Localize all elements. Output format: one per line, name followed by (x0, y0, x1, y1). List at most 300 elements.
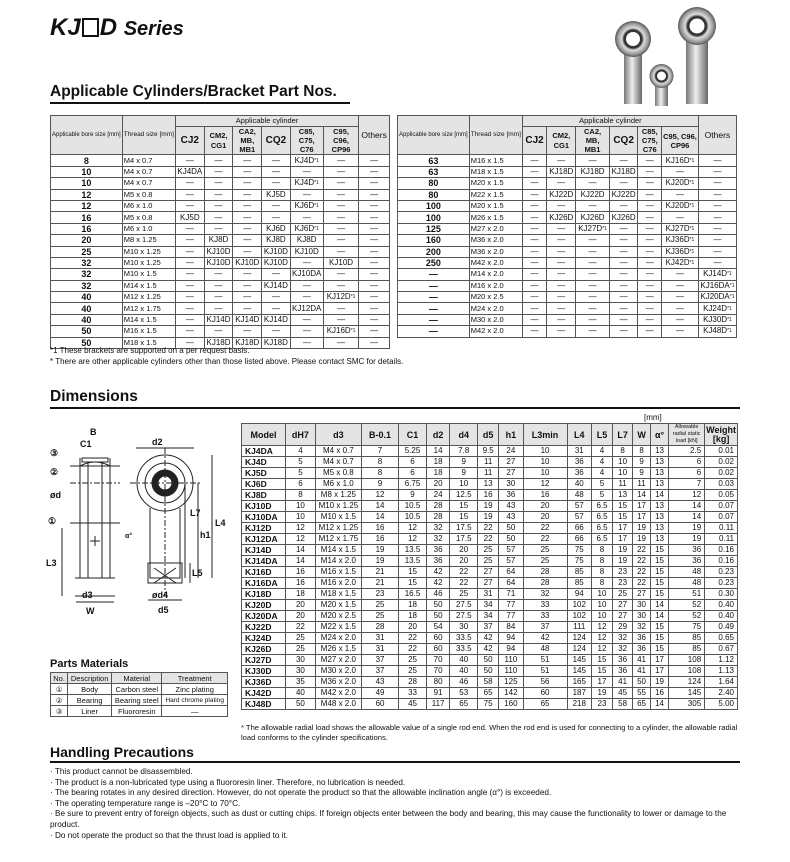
bracket-cell: — (609, 155, 638, 166)
handling-item: · Be sure to prevent entry of foreign objects, such as dust or cutting chips. If foreign objects enter between the body and bearing, this may cause the functionality to lower or damage to the product. (50, 809, 727, 829)
bracket-cell: — (233, 326, 262, 337)
parts-header-cell: No. (51, 673, 68, 684)
dim-value-cell: 20 (286, 600, 316, 611)
bracket-cell: $KJ4D^{*1}$ (290, 178, 323, 189)
thread-size-cell: M10 x 1.25 (122, 257, 175, 268)
dim-value-cell: 15 (650, 567, 668, 578)
thread-size-cell: M4 x 0.7 (122, 155, 175, 166)
dim-value-cell: 17 (650, 655, 668, 666)
model-cell: KJ42D (242, 688, 286, 699)
dim-value-cell: 12 (286, 523, 316, 534)
dim-value-cell: 25 (450, 589, 478, 600)
drawing-label: L3 (46, 558, 57, 568)
dim-value-cell: 40 (450, 655, 478, 666)
dim-value-cell: 16 (286, 567, 316, 578)
dim-value-cell: 21 (361, 567, 398, 578)
bore-size-cell: — (398, 280, 470, 291)
dim-value-cell: 22 (478, 534, 499, 545)
bracket-cell: — (175, 314, 204, 325)
dim-value-cell: 43 (361, 677, 398, 688)
dim-value-cell: 145 (669, 688, 705, 699)
dim-value-cell: 36 (567, 468, 591, 479)
dim-value-cell: 108 (669, 655, 705, 666)
bracket-cell: — (359, 223, 390, 234)
table-row (242, 611, 738, 622)
thread-size-cell: M18 x 1.5 (122, 337, 175, 348)
dim-value-cell: 11 (633, 479, 651, 490)
dim-value-cell: 16 (523, 490, 567, 501)
bracket-cell: — (175, 235, 204, 246)
dim-value-cell: 0.07 (705, 512, 738, 523)
dim-value-cell: 16 (286, 578, 316, 589)
bracket-cell: — (576, 269, 609, 280)
header-col: CQ2 (609, 127, 638, 155)
dim-value-cell: 0.16 (705, 545, 738, 556)
dim-value-cell: 19 (669, 534, 705, 545)
table-row (398, 200, 737, 211)
dim-value-cell: 71 (499, 589, 523, 600)
bracket-cell: — (233, 189, 262, 200)
bracket-cell: — (547, 280, 576, 291)
dim-value-cell: 16.5 (399, 589, 427, 600)
table-row (242, 688, 738, 699)
handling-item: · This product cannot be disassembled. (50, 767, 193, 776)
applicable-note-2: * There are other applicable cylinders other than those listed above. Please contact SMC for details. (50, 357, 404, 366)
dim-value-cell: 10 (591, 600, 612, 611)
dim-value-cell: M48 x 2.0 (315, 699, 361, 710)
bracket-cell: — (698, 212, 736, 223)
dim-value-cell: 52 (669, 611, 705, 622)
dim-value-cell: 65 (450, 699, 478, 710)
model-cell: KJ10D (242, 501, 286, 512)
dim-value-cell: 50 (426, 611, 450, 622)
thread-size-cell: M36 x 2.0 (469, 235, 522, 246)
dim-value-cell: 43 (499, 501, 523, 512)
table-row (242, 545, 738, 556)
bracket-cell: — (547, 246, 576, 257)
bracket-cell: — (323, 212, 358, 223)
dim-value-cell: 19 (650, 677, 668, 688)
dim-value-cell: 19 (478, 512, 499, 523)
model-cell: KJ26D (242, 644, 286, 655)
bracket-cell: — (290, 189, 323, 200)
dimensions-note: * The allowable radial load shows the allowable value of a single rod end. When the rod end is used for connecting to a cylinder, the allowable radial load conforms to the cylinder specifications. (241, 723, 738, 742)
bore-size-cell: 32 (51, 280, 123, 291)
bore-size-cell: 10 (51, 166, 123, 177)
dim-value-cell: 50 (426, 600, 450, 611)
table-row (398, 178, 737, 189)
bracket-cell: — (290, 337, 323, 348)
dim-value-cell: 57 (499, 556, 523, 567)
table-row (242, 666, 738, 677)
dim-value-cell: 9 (399, 490, 427, 501)
bracket-cell: — (638, 212, 662, 223)
bore-size-cell: 63 (398, 166, 470, 177)
dim-value-cell: 43 (499, 512, 523, 523)
bracket-cell: — (547, 314, 576, 325)
dim-value-cell: 17 (633, 501, 651, 512)
bracket-cell: — (175, 178, 204, 189)
dim-value-cell: 218 (567, 699, 591, 710)
table-row (398, 326, 737, 337)
parts-materials-table (50, 672, 228, 717)
dim-value-cell: 77 (499, 611, 523, 622)
bracket-cell: — (204, 223, 233, 234)
bracket-cell: — (576, 326, 609, 337)
dim-value-cell: 42 (478, 644, 499, 655)
table-row (242, 589, 738, 600)
dim-value-cell: 21 (361, 578, 398, 589)
table-row (51, 684, 228, 695)
dim-value-cell: 0.05 (705, 490, 738, 501)
dim-value-cell: M24 x 2.0 (315, 633, 361, 644)
dim-value-cell: 6 (399, 457, 427, 468)
bracket-cell: KJ14D (262, 280, 290, 291)
dim-value-cell: 24 (426, 490, 450, 501)
thread-size-cell: M12 x 1.25 (122, 292, 175, 303)
dim-value-cell: 45 (399, 699, 427, 710)
dim-value-cell: 8 (613, 446, 633, 457)
dim-value-cell: 12 (591, 644, 612, 655)
table-row (398, 292, 737, 303)
bracket-cell: KJ10D (323, 257, 358, 268)
bore-size-cell: 8 (51, 155, 123, 166)
bracket-cell: — (323, 269, 358, 280)
dim-header-cell: L3min (523, 424, 567, 446)
bracket-cell: — (576, 200, 609, 211)
dim-value-cell: M5 x 0.8 (315, 468, 361, 479)
dim-value-cell: 15 (650, 633, 668, 644)
table-row (51, 223, 390, 234)
dim-value-cell: 41 (633, 655, 651, 666)
dim-value-cell: 75 (567, 556, 591, 567)
dim-value-cell: 19 (669, 523, 705, 534)
dim-value-cell: 2.40 (705, 688, 738, 699)
bracket-cell: KJ26D (547, 212, 576, 223)
bore-size-cell: 32 (51, 257, 123, 268)
thread-size-cell: M36 x 2.0 (469, 246, 522, 257)
dim-value-cell: 5 (286, 457, 316, 468)
bore-size-cell: 160 (398, 235, 470, 246)
dim-header-cell: d3 (315, 424, 361, 446)
dim-value-cell: 30 (450, 622, 478, 633)
dim-value-cell: 18 (286, 589, 316, 600)
parts-cell: Bearing steel (112, 695, 162, 706)
dim-value-cell: 65 (633, 699, 651, 710)
table-row (398, 223, 737, 234)
table-row (51, 212, 390, 223)
model-cell: KJ12D (242, 523, 286, 534)
dim-value-cell: 50 (478, 655, 499, 666)
dim-value-cell: 46 (450, 677, 478, 688)
thread-size-cell: M6 x 1.0 (122, 200, 175, 211)
dim-value-cell: 17.5 (450, 534, 478, 545)
handling-item: · The bearing rotates in any desired direction. However, do not operate the product so that the allowable inclination angle (α°) is exceeded. (50, 788, 552, 798)
bracket-cell: — (323, 166, 358, 177)
dim-value-cell: M26 x 1.5 (315, 644, 361, 655)
bracket-cell: — (662, 212, 699, 223)
bracket-cell: $KJ6D^{*1}$ (290, 200, 323, 211)
dim-value-cell: 13 (650, 479, 668, 490)
dim-value-cell: 25 (361, 600, 398, 611)
dim-value-cell: 94 (567, 589, 591, 600)
header-col: C85, C75, C76 (638, 127, 662, 155)
dim-value-cell: 28 (523, 567, 567, 578)
bracket-cell: — (662, 189, 699, 200)
header-col: CJ2 (175, 127, 204, 155)
bracket-cell: KJ22D (609, 189, 638, 200)
series-title: KJ D Series (50, 14, 184, 41)
bracket-cell: — (262, 155, 290, 166)
dim-value-cell: 66 (567, 523, 591, 534)
dim-value-cell: 10 (613, 468, 633, 479)
header-col: C95, C96, CP96 (662, 127, 699, 155)
dim-value-cell: 22 (633, 556, 651, 567)
bracket-cell: — (175, 303, 204, 314)
drawing-label: h1 (200, 530, 211, 540)
dim-value-cell: 27 (633, 589, 651, 600)
bracket-cell: — (609, 280, 638, 291)
header-col: CA2, MB, MB1 (233, 127, 262, 155)
bracket-cell: — (638, 178, 662, 189)
table-row (51, 326, 390, 337)
dim-value-cell: M10 x 1.25 (315, 501, 361, 512)
table-row (242, 633, 738, 644)
table-row (242, 523, 738, 534)
bracket-cell: — (522, 223, 546, 234)
thread-size-cell: M14 x 1.5 (122, 280, 175, 291)
header-col: C95, C96, CP96 (323, 127, 358, 155)
bracket-cell: — (698, 189, 736, 200)
bracket-cell: — (233, 246, 262, 257)
bracket-cell: KJ14D (204, 314, 233, 325)
bracket-cell: — (638, 292, 662, 303)
dim-value-cell: 32 (633, 622, 651, 633)
dim-value-cell: M12 x 1.25 (315, 523, 361, 534)
thread-size-cell: M8 x 1.25 (122, 235, 175, 246)
dim-value-cell: 22 (399, 633, 427, 644)
dim-value-cell: 8 (591, 578, 612, 589)
dim-value-cell: 33 (523, 600, 567, 611)
table-row (242, 556, 738, 567)
dim-header-cell: L7 (613, 424, 633, 446)
dim-value-cell: 0.65 (705, 633, 738, 644)
header-col: CM2, CG1 (547, 127, 576, 155)
bracket-cell: — (290, 166, 323, 177)
bracket-cell: — (359, 303, 390, 314)
bracket-cell: — (638, 166, 662, 177)
thread-size-cell: M20 x 2.5 (469, 292, 522, 303)
dim-value-cell: 42 (523, 633, 567, 644)
bore-size-cell: 100 (398, 212, 470, 223)
dim-value-cell: 25 (399, 655, 427, 666)
dim-value-cell: 4 (286, 446, 316, 457)
dim-value-cell: 27 (613, 611, 633, 622)
dim-value-cell: 110 (499, 655, 523, 666)
dim-value-cell: 22 (450, 567, 478, 578)
bracket-cell: — (359, 189, 390, 200)
bracket-cell: — (262, 200, 290, 211)
bracket-cell: — (522, 166, 546, 177)
dim-value-cell: 0.16 (705, 556, 738, 567)
dim-value-cell: 11 (478, 468, 499, 479)
dim-value-cell: 102 (567, 600, 591, 611)
dim-value-cell: 6 (399, 468, 427, 479)
table-row (398, 246, 737, 257)
bracket-cell: — (698, 223, 736, 234)
dim-value-cell: 12 (399, 534, 427, 545)
dim-value-cell: 13.5 (399, 545, 427, 556)
bracket-cell: KJ18D (233, 337, 262, 348)
dim-value-cell: 0.01 (705, 446, 738, 457)
dim-value-cell: 85 (669, 644, 705, 655)
bracket-cell: KJ16DA$^{*1}$ (698, 280, 736, 291)
dim-value-cell: 23 (613, 567, 633, 578)
bracket-cell: — (175, 257, 204, 268)
bracket-cell: KJ5D (175, 212, 204, 223)
dim-value-cell: 30 (286, 655, 316, 666)
table-row (51, 280, 390, 291)
dim-value-cell: 48 (523, 644, 567, 655)
thread-size-cell: M20 x 1.5 (469, 200, 522, 211)
dim-value-cell: 20 (426, 479, 450, 490)
dim-value-cell: 15 (450, 501, 478, 512)
bracket-cell: — (359, 326, 390, 337)
thread-size-cell: M42 x 2.0 (469, 257, 522, 268)
dim-value-cell: 13 (650, 512, 668, 523)
table-row (51, 257, 390, 268)
dim-value-cell: 34 (478, 600, 499, 611)
dim-value-cell: 9 (633, 468, 651, 479)
dim-value-cell: 1.13 (705, 666, 738, 677)
bracket-cell: KJ14D (233, 314, 262, 325)
dim-value-cell: 91 (426, 688, 450, 699)
dim-value-cell: 64 (499, 567, 523, 578)
dim-value-cell: 20 (450, 556, 478, 567)
bracket-cell: — (698, 178, 736, 189)
bracket-cell: — (576, 314, 609, 325)
dim-value-cell: 18 (426, 468, 450, 479)
dim-value-cell: 13 (478, 479, 499, 490)
model-cell: KJ48D (242, 699, 286, 710)
bracket-cell: — (262, 303, 290, 314)
dim-value-cell: 29 (613, 622, 633, 633)
dim-value-cell: 41 (633, 666, 651, 677)
parts-materials-title: Parts Materials (50, 658, 129, 670)
dim-value-cell: 17 (650, 666, 668, 677)
dim-value-cell: 0.23 (705, 567, 738, 578)
table-row (242, 490, 738, 501)
dim-value-cell: 50 (286, 699, 316, 710)
bracket-cell: — (638, 314, 662, 325)
bracket-cell: — (262, 292, 290, 303)
parts-cell: Carbon steel (112, 684, 162, 695)
bracket-cell: — (576, 155, 609, 166)
parts-header-cell: Treatment (162, 673, 228, 684)
bracket-cell: — (638, 303, 662, 314)
bracket-cell: — (359, 246, 390, 257)
dim-value-cell: 0.30 (705, 589, 738, 600)
thread-size-cell: M10 x 1.5 (122, 269, 175, 280)
bracket-cell: — (698, 235, 736, 246)
bracket-cell: — (547, 269, 576, 280)
bracket-cell: — (662, 314, 699, 325)
dim-value-cell: 58 (613, 699, 633, 710)
bracket-cell: — (175, 155, 204, 166)
header-thread: Thread size [mm] (122, 116, 175, 155)
dim-value-cell: 22 (523, 534, 567, 545)
dim-value-cell: 25 (286, 633, 316, 644)
dim-value-cell: 13 (613, 490, 633, 501)
handling-item: · The operating temperature range is –20°C to 70°C. (50, 798, 241, 808)
bracket-cell: — (698, 200, 736, 211)
dim-value-cell: 27 (478, 578, 499, 589)
dim-value-cell: 22 (286, 622, 316, 633)
bracket-cell: — (204, 303, 233, 314)
dim-value-cell: 30 (633, 611, 651, 622)
table-row (242, 622, 738, 633)
thread-size-cell: M16 x 1.5 (122, 326, 175, 337)
bracket-cell: — (638, 246, 662, 257)
bracket-cell: — (662, 280, 699, 291)
bracket-cell: — (175, 337, 204, 348)
dim-value-cell: 36 (426, 545, 450, 556)
dim-value-cell: 85 (567, 567, 591, 578)
thread-size-cell: M16 x 2.0 (469, 280, 522, 291)
dim-value-cell: 110 (499, 666, 523, 677)
dim-value-cell: 56 (523, 677, 567, 688)
dim-value-cell: 160 (499, 699, 523, 710)
dim-value-cell: 124 (669, 677, 705, 688)
drawing-label: ③ (50, 448, 59, 458)
bracket-cell: — (359, 257, 390, 268)
bracket-cell: KJ10D (262, 257, 290, 268)
dim-value-cell: 10 (450, 479, 478, 490)
parts-cell: ③ (51, 706, 68, 717)
bracket-cell: — (547, 326, 576, 337)
dim-value-cell: 8 (591, 545, 612, 556)
bracket-cell: KJ26D (609, 212, 638, 223)
dim-value-cell: 13 (650, 534, 668, 545)
bracket-cell: — (638, 235, 662, 246)
handling-list (50, 767, 740, 841)
bracket-cell: — (609, 246, 638, 257)
table-row (398, 166, 737, 177)
dim-value-cell: 12 (591, 622, 612, 633)
dim-value-cell: 8 (361, 468, 398, 479)
dim-value-cell: 25 (523, 545, 567, 556)
thread-size-cell: M22 x 1.5 (469, 189, 522, 200)
dim-value-cell: 0.02 (705, 457, 738, 468)
bracket-cell: KJ14D (262, 314, 290, 325)
bracket-cell: $KJ36D^{*1}$ (662, 246, 699, 257)
bore-size-cell: 50 (51, 337, 123, 348)
bracket-cell: — (638, 326, 662, 337)
table-row (398, 189, 737, 200)
model-cell: KJ20DA (242, 611, 286, 622)
dim-value-cell: 305 (669, 699, 705, 710)
bracket-cell: $KJ4D^{*1}$ (290, 155, 323, 166)
dim-value-cell: 124 (567, 633, 591, 644)
dim-value-cell: 12 (523, 479, 567, 490)
drawing-label: d2 (152, 437, 163, 447)
bracket-cell: — (323, 189, 358, 200)
dim-value-cell: 53 (450, 688, 478, 699)
dim-value-cell: 16 (361, 523, 398, 534)
bracket-cell: — (522, 189, 546, 200)
table-row (242, 534, 738, 545)
bracket-cell: KJ20DA$^{*1}$ (698, 292, 736, 303)
